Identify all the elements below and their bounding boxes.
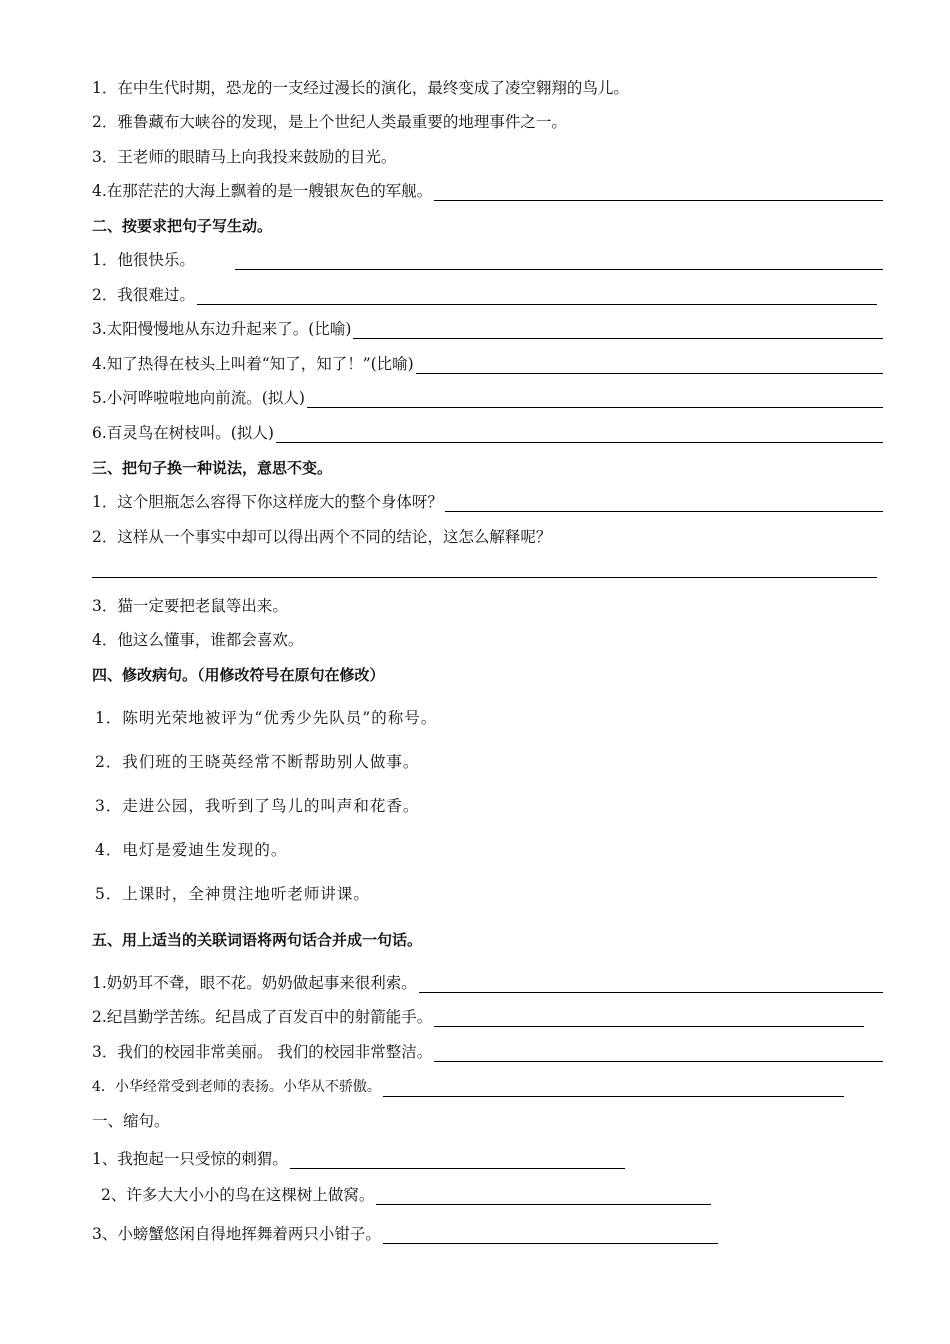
sentence-4-2 bbox=[95, 752, 419, 772]
sentence-text: 1．他很快乐。 bbox=[92, 251, 195, 269]
sentence-text: 3．走进公园，我听到了鸟儿的叫声和花香。 bbox=[95, 797, 420, 815]
sentence-text: 1、我抱起一只受惊的刺猬。 bbox=[92, 1150, 288, 1168]
sentence-text: 2．我们班的王晓英经常不断帮助别人做事。 bbox=[95, 753, 420, 771]
answer-line[interactable] bbox=[197, 288, 877, 305]
sentence-3-3 bbox=[92, 596, 288, 616]
sentence-text: 1．陈明光荣地被评为“优秀少先队员”的称号。 bbox=[95, 709, 438, 727]
sentence-text: 4.在那茫茫的大海上飘着的是一艘银灰色的军舰。 bbox=[92, 182, 433, 200]
sentence-text: 2、许多大大小小的鸟在这棵树上做窝。 bbox=[101, 1186, 375, 1204]
sentence-text: 4．电灯是爱迪生发现的。 bbox=[95, 841, 288, 859]
section-heading-5 bbox=[92, 930, 422, 950]
sentence-text: 3.太阳慢慢地从东边升起来了。(比喻) bbox=[92, 320, 352, 338]
heading-text: 三、把句子换一种说法，意思不变。 bbox=[92, 459, 333, 477]
sentence-2-2 bbox=[92, 285, 877, 305]
sentence-text: 4.知了热得在枝头上叫着“知了，知了！”(比喻) bbox=[92, 355, 414, 373]
section-heading-2 bbox=[92, 216, 272, 236]
sentence-text: 2．这样从一个事实中却可以得出两个不同的结论，这怎么解释呢？ bbox=[92, 528, 552, 546]
answer-line[interactable] bbox=[416, 357, 883, 374]
sentence-text: 5.小河哗啦啦地向前流。(拟人) bbox=[92, 389, 305, 407]
section-heading-4 bbox=[92, 665, 385, 685]
answer-line[interactable] bbox=[383, 1227, 718, 1244]
answer-line[interactable] bbox=[383, 1080, 844, 1097]
sentence-text: 4．小华经常受到老师的表扬。小华从不骄傲。 bbox=[92, 1079, 381, 1095]
sentence-2-6 bbox=[92, 423, 883, 443]
sentence-5-2 bbox=[92, 1007, 864, 1027]
sentence-text: 1.奶奶耳不聋，眼不花。奶奶做起事来很利索。 bbox=[92, 974, 417, 992]
sentence-text: 2．雅鲁藏布大峡谷的发现，是上个世纪人类最重要的地理事件之一。 bbox=[92, 113, 567, 131]
section-heading-6 bbox=[92, 1111, 170, 1131]
sentence-4-1 bbox=[95, 708, 437, 728]
sentence-text: 5．上课时，全神贯注地听老师讲课。 bbox=[95, 885, 370, 903]
sentence-3-4 bbox=[92, 630, 303, 650]
sentence-4-4 bbox=[95, 840, 287, 860]
heading-text: 四、修改病句。（用修改符号在原句在修改） bbox=[92, 666, 385, 684]
sentence-5-1 bbox=[92, 973, 883, 993]
sentence-text: 3、小螃蟹悠闲自得地挥舞着两只小钳子。 bbox=[92, 1225, 381, 1243]
sentence-3-2 bbox=[92, 527, 551, 547]
sentence-5-3 bbox=[92, 1042, 883, 1062]
answer-line[interactable] bbox=[276, 426, 883, 443]
sentence-2-3 bbox=[92, 319, 883, 339]
heading-text: 二、按要求把句子写生动。 bbox=[92, 217, 273, 235]
sentence-1-4 bbox=[92, 181, 883, 201]
answer-line[interactable] bbox=[307, 391, 883, 408]
sentence-6-3 bbox=[92, 1224, 718, 1244]
answer-line[interactable] bbox=[353, 322, 883, 339]
heading-text: 一、缩句。 bbox=[92, 1112, 170, 1130]
sentence-4-5 bbox=[95, 884, 370, 904]
sentence-2-5 bbox=[92, 388, 883, 408]
answer-line[interactable] bbox=[445, 495, 883, 512]
sentence-text: 2．我很难过。 bbox=[92, 286, 195, 304]
sentence-1-1 bbox=[92, 78, 629, 98]
sentence-text: 3．猫一定要把老鼠等出来。 bbox=[92, 597, 288, 615]
sentence-text: 3．王老师的眼睛马上向我投来鼓励的目光。 bbox=[92, 148, 397, 166]
sentence-text: 1．在中生代时期，恐龙的一支经过漫长的演化，最终变成了凌空翱翔的鸟儿。 bbox=[92, 79, 629, 97]
answer-line[interactable] bbox=[434, 1045, 883, 1062]
sentence-text: 1．这个胆瓶怎么容得下你这样庞大的整个身体呀？ bbox=[92, 493, 443, 511]
sentence-1-2 bbox=[92, 112, 567, 132]
sentence-text: 4．他这么懂事，谁都会喜欢。 bbox=[92, 631, 304, 649]
sentence-2-1 bbox=[92, 250, 883, 270]
answer-line[interactable] bbox=[290, 1152, 625, 1169]
answer-line[interactable] bbox=[434, 184, 883, 201]
section-heading-3 bbox=[92, 458, 332, 478]
answer-line[interactable] bbox=[434, 1010, 864, 1027]
answer-line[interactable] bbox=[419, 976, 883, 993]
answer-line[interactable] bbox=[92, 577, 877, 578]
answer-line[interactable] bbox=[235, 253, 883, 270]
sentence-6-2 bbox=[101, 1185, 711, 1205]
sentence-3-1 bbox=[92, 492, 883, 512]
sentence-4-3 bbox=[95, 796, 419, 816]
answer-line[interactable] bbox=[376, 1188, 711, 1205]
sentence-text: 6.百灵鸟在树枝叫。(拟人) bbox=[92, 424, 274, 442]
sentence-6-1 bbox=[92, 1149, 625, 1169]
sentence-1-3 bbox=[92, 147, 396, 167]
sentence-5-4 bbox=[92, 1077, 844, 1097]
sentence-2-4 bbox=[92, 354, 883, 374]
heading-text: 五、用上适当的关联词语将两句话合并成一句话。 bbox=[92, 931, 423, 949]
sentence-text: 3．我们的校园非常美丽。 我们的校园非常整洁。 bbox=[92, 1043, 433, 1061]
sentence-text: 2.纪昌勤学苦练。纪昌成了百发百中的射箭能手。 bbox=[92, 1008, 433, 1026]
